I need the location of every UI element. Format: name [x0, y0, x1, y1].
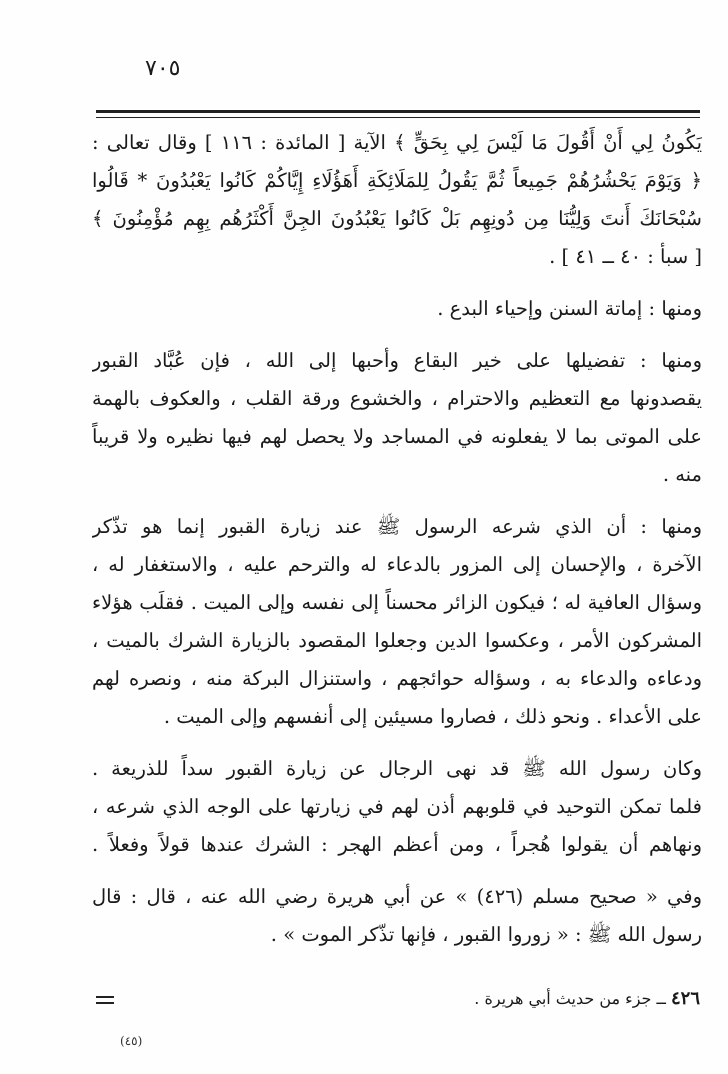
- text-line: يقصدونها مع التعظيم والاحترام ، والخشوع ورقة القلب ، والعكوف بالهمة: [92, 387, 702, 410]
- page-number: ٧٠٥: [145, 56, 181, 81]
- main-text: [92, 124, 702, 954]
- text-line: [ سبأ : ٤٠ ــ ٤١ ] .: [549, 245, 702, 268]
- text-line: ونهاهم أن يقولوا هُجراً ، ومن أعظم الهجر : الشرك عندها قولاً وفعلاً .: [92, 833, 702, 856]
- text-line: وفي « صحيح مسلم (٤٢٦) » عن أبي هريرة رضي الله عنه ، قال : قال: [92, 885, 702, 908]
- text-line: ومنها : أن الذي شرعه الرسول ﷺ عند زيارة القبور إنما هو تذّكر: [92, 515, 702, 538]
- text-line: منه .: [662, 463, 702, 486]
- text-line: ومنها : تفضيلها على خير البقاع وأحبها إلى الله ، فإن عُبَّاد القبور: [92, 349, 702, 372]
- footnote-number: ٤٢٦: [670, 988, 700, 1009]
- text-line: المشركون الأمر ، وعكسوا الدين وجعلوا المقصود بالزيارة الشرك بالميت ،: [92, 629, 702, 652]
- text-line: رسول الله ﷺ : « زوروا القبور ، فإنها تذّكر الموت » .: [270, 923, 702, 946]
- header-rule-thick: [96, 110, 700, 113]
- text-line: على الموتى بما لا يفعلونه في المساجد ولا يحصل لهم فيها نظيره ولا قريباً: [92, 425, 702, 448]
- text-line: على الأعداء . ونحو ذلك ، فصاروا مسيئين إلى أنفسهم وإلى الميت .: [163, 705, 702, 728]
- text-line: ﴿ وَيَوْمَ يَحْشُرُهُمْ جَمِيعاً ثُمَّ يَقُولُ لِلمَلَائِكَةِ أَهَؤُلَاءِ إِيَّاكُمْ كَانُوا يَعْبُدُونَ * قَالُوا: [92, 169, 702, 192]
- bottom-page-mark: (٤٥): [120, 1034, 143, 1048]
- text-line: سُبْحَانَكَ أَنتَ وَلِيُّنَا مِن دُونِهِم بَلْ كَانُوا يَعْبُدُونَ الجِنَّ أَكْثَرُهُم بِهِم مُؤْمِنُونَ ﴾: [92, 207, 702, 230]
- text-line: ومنها : إماتة السنن وإحياء البدع .: [437, 297, 702, 320]
- text-line: وسؤال العافية له ؛ فيكون الزائر محسناً إلى نفسه وإلى الميت . فقلَب هؤلاء: [92, 591, 702, 614]
- footnote-text: ــ جزء من حديث أبي هريرة .: [474, 989, 666, 1008]
- text-line: فلما تمكن التوحيد في قلوبهم أذن لهم في زيارتها على الوجه الذي شرعه ،: [92, 795, 702, 818]
- text-line: وكان رسول الله ﷺ قد نهى الرجال عن زيارة القبور سداً للذريعة .: [92, 757, 702, 780]
- header-rule-thin: [96, 117, 700, 118]
- text-line: ودعاءه والدعاء به ، وسؤاله حوائجهم ، واستنزال البركة منه ، ونصره لهم: [92, 667, 702, 690]
- text-line: يَكُونُ لِي أَنْ أَقُولَ مَا لَيْسَ لِي بِحَقٍّ ﴾ الآية [ المائدة : ١١٦ ] وقال تعالى :: [92, 131, 702, 154]
- text-line: الآخرة ، والإحسان إلى المزور بالدعاء له والترحم عليه ، والاستغفار له ،: [92, 553, 702, 576]
- footnote: [100, 984, 700, 1014]
